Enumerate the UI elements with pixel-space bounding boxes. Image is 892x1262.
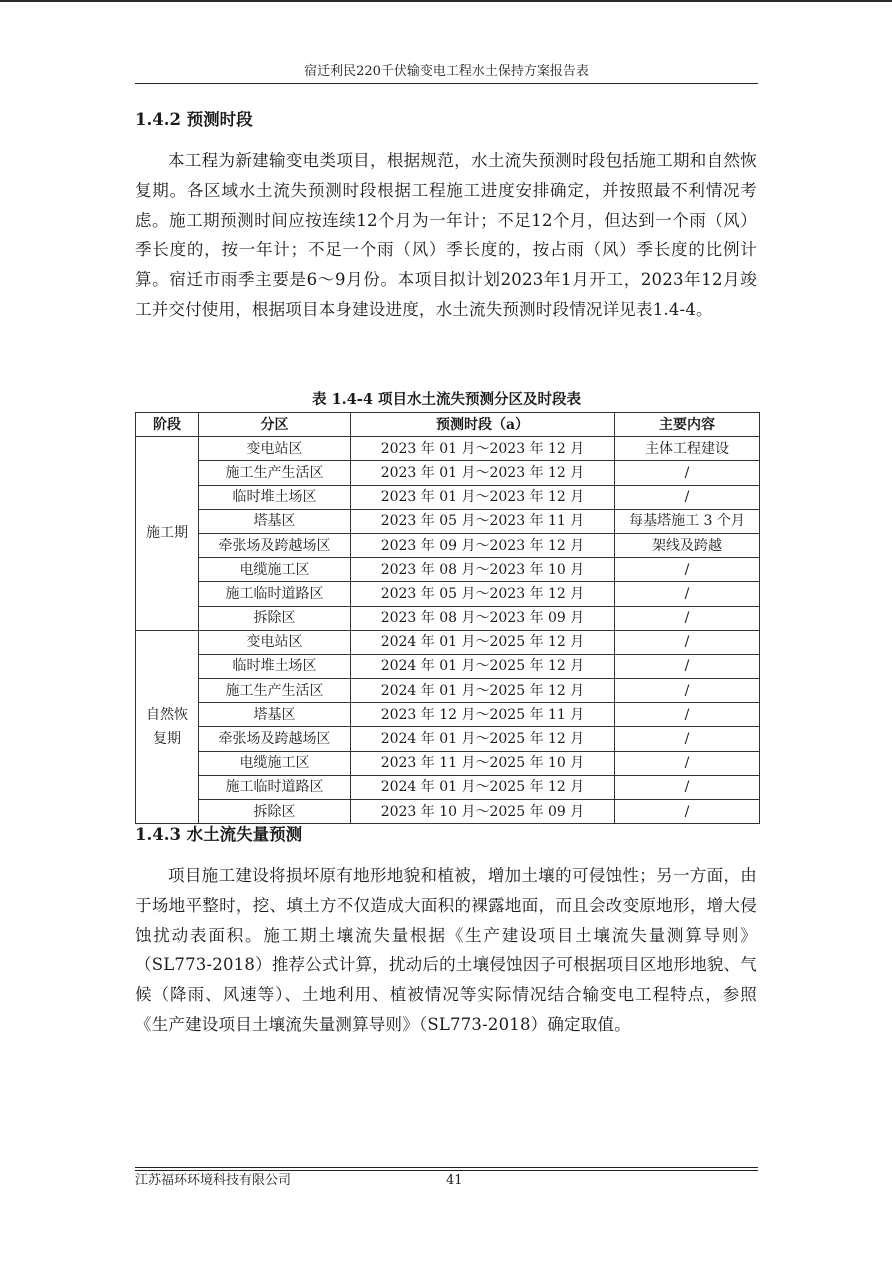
content-cell: / bbox=[615, 727, 760, 751]
content-cell: / bbox=[615, 461, 760, 485]
zone-cell: 施工临时道路区 bbox=[199, 775, 351, 799]
content-cell: / bbox=[615, 679, 760, 703]
content-cell: 主体工程建设 bbox=[615, 437, 760, 461]
zone-cell: 塔基区 bbox=[199, 703, 351, 727]
content-cell: / bbox=[615, 775, 760, 799]
period-cell: 2023 年 05 月～2023 年 11 月 bbox=[351, 509, 615, 533]
period-cell: 2023 年 08 月～2023 年 09 月 bbox=[351, 606, 615, 630]
content-cell: 架线及跨越 bbox=[615, 533, 760, 557]
zone-cell: 变电站区 bbox=[199, 630, 351, 654]
period-cell: 2023 年 08 月～2023 年 10 月 bbox=[351, 558, 615, 582]
footer-company: 江苏福环环境科技有限公司 bbox=[135, 1173, 292, 1188]
period-cell: 2024 年 01 月～2025 年 12 月 bbox=[351, 630, 615, 654]
table-row bbox=[136, 582, 760, 606]
table-row bbox=[136, 727, 760, 751]
table-caption: 表 1.4-4 项目水土流失预测分区及时段表 bbox=[312, 391, 581, 408]
table-row bbox=[136, 461, 760, 485]
zone-cell: 塔基区 bbox=[199, 509, 351, 533]
header-zone: 分区 bbox=[199, 413, 351, 437]
period-cell: 2024 年 01 月～2025 年 12 月 bbox=[351, 654, 615, 678]
content-cell: / bbox=[615, 703, 760, 727]
period-cell: 2023 年 10 月～2025 年 09 月 bbox=[351, 800, 615, 824]
period-cell: 2023 年 09 月～2023 年 12 月 bbox=[351, 533, 615, 557]
table-row bbox=[136, 654, 760, 678]
period-cell: 2023 年 05 月～2023 年 12 月 bbox=[351, 582, 615, 606]
zone-cell: 施工生产生活区 bbox=[199, 679, 351, 703]
page-number: 41 bbox=[446, 1173, 463, 1188]
table-header-row bbox=[136, 413, 760, 437]
zone-cell: 拆除区 bbox=[199, 606, 351, 630]
header-rule bbox=[135, 83, 758, 84]
table-row bbox=[136, 485, 760, 509]
table-row bbox=[136, 800, 760, 824]
table-row bbox=[136, 509, 760, 533]
period-cell: 2023 年 01 月～2023 年 12 月 bbox=[351, 485, 615, 509]
zone-cell: 变电站区 bbox=[199, 437, 351, 461]
content-cell: 每基塔施工 3 个月 bbox=[615, 509, 760, 533]
content-cell: / bbox=[615, 558, 760, 582]
content-cell: / bbox=[615, 800, 760, 824]
table-row bbox=[136, 775, 760, 799]
header-stage: 阶段 bbox=[136, 413, 199, 437]
content-cell: / bbox=[615, 485, 760, 509]
table-row bbox=[136, 679, 760, 703]
section-heading-1-4-3: 1.4.3 水土流失量预测 bbox=[135, 825, 303, 844]
table-row bbox=[136, 703, 760, 727]
content-cell: / bbox=[615, 630, 760, 654]
section-heading-1-4-2: 1.4.2 预测时段 bbox=[135, 110, 253, 129]
page-top-border bbox=[0, 0, 892, 2]
header-period: 预测时段（a） bbox=[351, 413, 615, 437]
stage-recovery-cell: 自然恢复期 bbox=[136, 630, 199, 824]
content-cell: / bbox=[615, 654, 760, 678]
period-cell: 2023 年 01 月～2023 年 12 月 bbox=[351, 461, 615, 485]
header-content: 主要内容 bbox=[615, 413, 760, 437]
content-cell: / bbox=[615, 751, 760, 775]
zone-cell: 施工生产生活区 bbox=[199, 461, 351, 485]
zone-cell: 电缆施工区 bbox=[199, 751, 351, 775]
zone-cell: 临时堆土场区 bbox=[199, 485, 351, 509]
content-cell: / bbox=[615, 582, 760, 606]
zone-cell: 牵张场及跨越场区 bbox=[199, 727, 351, 751]
table-row bbox=[136, 606, 760, 630]
zone-cell: 施工临时道路区 bbox=[199, 582, 351, 606]
running-header: 宿迁利民220千伏输变电工程水土保持方案报告表 bbox=[304, 64, 589, 79]
stage-construction-cell: 施工期 bbox=[136, 437, 199, 631]
prediction-period-table bbox=[135, 412, 760, 824]
table-row bbox=[136, 437, 760, 461]
period-cell: 2024 年 01 月～2025 年 12 月 bbox=[351, 727, 615, 751]
period-cell: 2024 年 01 月～2025 年 12 月 bbox=[351, 679, 615, 703]
table-row bbox=[136, 558, 760, 582]
table-row bbox=[136, 751, 760, 775]
section-1-4-3-paragraph: 项目施工建设将损坏原有地形地貌和植被，增加土壤的可侵蚀性；另一方面，由于场地平整时，挖、填土方不仅造成大面积的裸露地面，而且会改变原地形，增大侵蚀扰动表面积。施工期土壤流失量根据《生产建设项目土壤流失量测算导则》（SL773-2018）推荐公式计算，扰动后的土壤侵蚀因子可根据项目区地形地貌、气候（降雨、风速等）、土地利用、植被情况等实际情况结合输变电工程特点，参照《生产建设项目土壤流失量测算导则》（SL773-2018）确定取值。 bbox=[135, 866, 757, 1034]
period-cell: 2024 年 01 月～2025 年 12 月 bbox=[351, 775, 615, 799]
section-1-4-2-paragraph: 本工程为新建输变电类项目，根据规范，水土流失预测时段包括施工期和自然恢复期。各区域水土流失预测时段根据工程施工进度安排确定，并按照最不利情况考虑。施工期预测时间应按连续12个月为一年计；不足12个月，但达到一个雨（风）季长度的，按一年计；不足一个雨（风）季长度的，按占雨（风）季长度的比例计算。宿迁市雨季主要是6～9月份。本项目拟计划2023年1月开工，2023年12月竣工并交付使用，根据项目本身建设进度，水土流失预测时段情况详见表1.4-4。 bbox=[135, 151, 757, 319]
period-cell: 2023 年 12 月～2025 年 11 月 bbox=[351, 703, 615, 727]
content-cell: / bbox=[615, 606, 760, 630]
zone-cell: 牵张场及跨越场区 bbox=[199, 533, 351, 557]
footer-rule bbox=[135, 1167, 758, 1171]
period-cell: 2023 年 01 月～2023 年 12 月 bbox=[351, 437, 615, 461]
zone-cell: 拆除区 bbox=[199, 800, 351, 824]
table-row bbox=[136, 630, 760, 654]
zone-cell: 电缆施工区 bbox=[199, 558, 351, 582]
period-cell: 2023 年 11 月～2025 年 10 月 bbox=[351, 751, 615, 775]
zone-cell: 临时堆土场区 bbox=[199, 654, 351, 678]
table-row bbox=[136, 533, 760, 557]
